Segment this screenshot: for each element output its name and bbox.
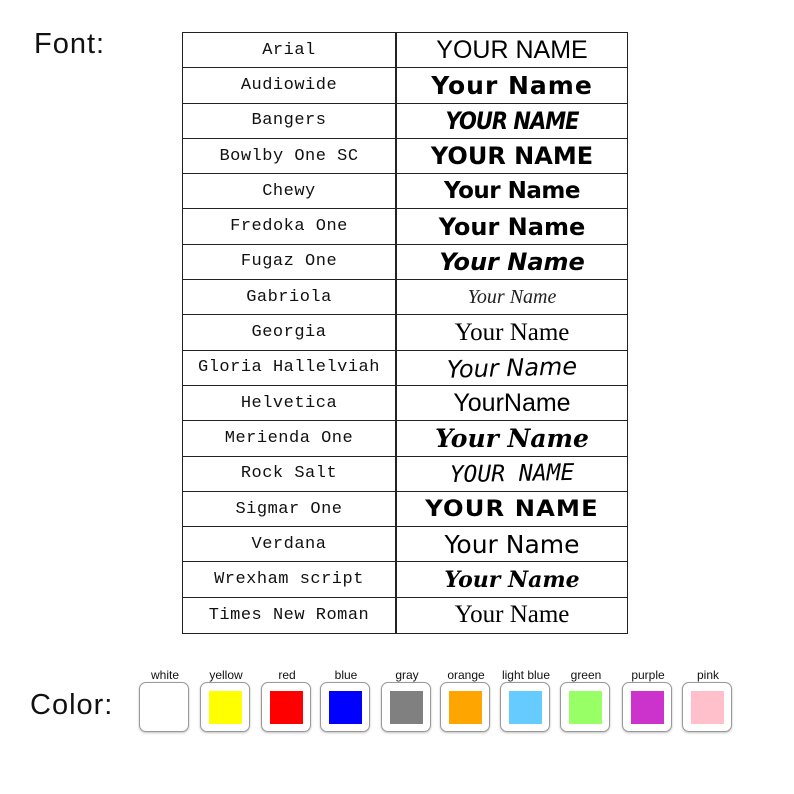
font-name: Times New Roman [208,605,370,625]
font-row-verdana [183,527,627,562]
font-row-bowlby-one-sc [183,139,627,174]
swatch-frame [139,682,189,732]
swatch-label: pink [696,668,719,682]
swatch-fill [631,691,664,724]
swatch-pink [680,668,736,738]
font-name: Georgia [251,323,327,343]
font-row-fugaz-one [183,245,627,280]
swatch-purple [620,668,676,738]
swatch-blue [318,668,374,738]
font-name: Wrexham script [214,570,364,590]
swatch-fill [691,691,724,724]
font-sample: Your Name [444,566,580,593]
font-sample: Your Name [454,318,570,346]
swatch-fill [270,691,303,724]
swatch-label: purple [631,668,665,682]
font-name: Gabriola [246,287,332,307]
swatch-fill [509,691,542,724]
font-name: Merienda One [224,428,354,448]
swatch-white [137,668,193,738]
font-name: Arial [262,40,316,60]
font-row-chewy [183,174,627,209]
font-row-fredoka-one [183,210,627,245]
font-name: Fugaz One [240,252,338,272]
swatch-frame [500,682,550,732]
font-sample: Your Name [444,529,580,559]
swatch-yellow [198,668,254,738]
swatch-frame [320,682,370,732]
font-name: Rock Salt [240,464,338,484]
font-row-gloria-hallelviah [183,351,627,386]
font-sample: YOUR NAME [436,35,588,64]
swatch-label: orange [447,668,485,682]
font-sample: Your Name [446,352,578,384]
font-name: Audiowide [240,75,338,95]
swatch-fill [569,691,602,724]
font-sample: YOUR NAME [430,142,594,171]
font-sample: YourName [453,388,571,417]
font-row-rock-salt [183,457,627,492]
font-name: Chewy [262,181,316,201]
swatch-fill [209,691,242,724]
swatch-fill [148,691,181,724]
swatch-fill [390,691,423,724]
font-row-wrexham-script [183,563,627,598]
font-sample: Your Name [438,212,586,241]
swatch-frame [381,682,431,732]
swatch-label: green [570,668,602,682]
swatch-green [558,668,614,738]
swatch-label: white [150,668,179,682]
font-row-bangers [183,104,627,139]
font-table [182,32,628,634]
font-heading: Font: [34,28,106,60]
swatch-fill [449,691,482,724]
swatch-label: red [278,668,296,682]
swatch-frame [261,682,311,732]
swatch-frame [560,682,610,732]
swatch-frame [200,682,250,732]
swatch-label: yellow [209,668,243,682]
swatch-frame [440,682,490,732]
font-name: Helvetica [240,393,338,413]
swatch-fill [329,691,362,724]
font-sample: Your Name [454,601,570,629]
font-row-gabriola [183,280,627,315]
swatch-frame [622,682,672,732]
font-row-georgia [183,315,627,350]
font-row-audiowide [183,68,627,103]
font-row-helvetica [183,386,627,421]
font-name: Verdana [251,534,327,554]
font-sample: YOUR NAME [445,106,579,135]
swatch-label: gray [395,668,419,682]
font-row-sigmar-one [183,492,627,527]
font-sample: YOUR NAME [449,459,575,488]
swatch-red [259,668,315,738]
color-swatches [137,668,737,738]
font-row-arial [183,33,627,68]
font-sample: Your Name [444,178,580,205]
font-sample: Your Name [431,70,593,100]
font-name: Bangers [251,111,327,131]
swatch-gray [379,668,435,738]
font-sample: Your Name [467,285,557,308]
font-sample: YOUR NAME [425,496,599,522]
font-name: Bowlby One SC [219,146,359,166]
swatch-light-blue [498,668,554,738]
font-row-merienda-one [183,421,627,456]
font-sample: Your Name [435,423,589,453]
font-row-times-new-roman [183,598,627,633]
font-name: Fredoka One [230,217,348,237]
swatch-frame [682,682,732,732]
font-name: Gloria Hallelviah [198,358,380,378]
font-sample: Your Name [439,247,585,276]
font-name: Sigmar One [235,499,343,519]
swatch-label: light blue [501,668,551,682]
swatch-label: blue [334,668,358,682]
color-heading: Color: [30,689,114,721]
